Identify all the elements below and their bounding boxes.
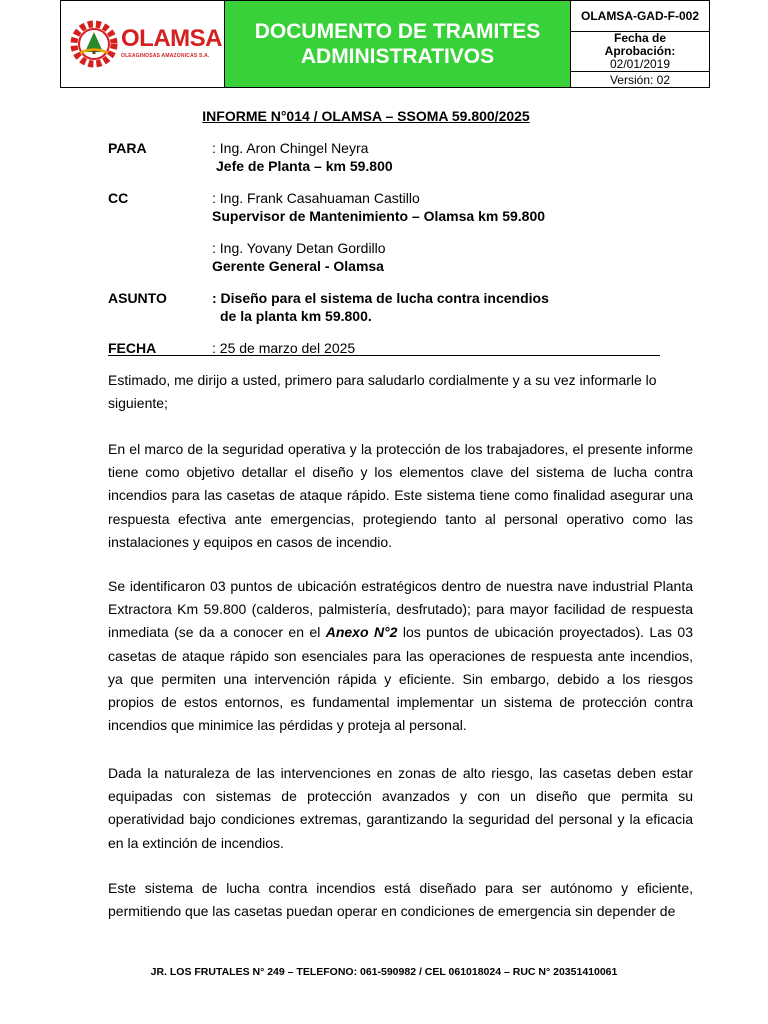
approval-date — [571, 32, 709, 72]
report-title: INFORME N°014 / OLAMSA – SSOMA 59.800/2025 — [202, 108, 530, 124]
logo-wordmark: OLAMSA — [121, 25, 222, 52]
asunto-line-1: : Diseño para el sistema de lucha contra incendios — [212, 290, 549, 306]
approval-date-value: 02/01/2019 — [609, 57, 671, 71]
fecha-value: : 25 de marzo del 2025 — [212, 340, 356, 356]
paragraph-conditions: Dada la naturaleza de las intervenciones en zonas de alto riesgo, las casetas deben estar equipadas con sistemas de protección avanzados y con un diseño que permita su operatividad bajo condiciones extremas, garantizando la seguridad del personal y la eficacia en la extinción de incendios. — [108, 765, 693, 851]
paragraph-locations — [108, 575, 693, 737]
para-name: : Ing. Aron Chingel Neyra — [212, 140, 369, 156]
title-line-1: DOCUMENTO DE TRAMITES — [254, 20, 541, 43]
document-version: Versión: 02 — [609, 72, 671, 87]
asunto-line-2: de la planta km 59.800. — [220, 308, 372, 324]
cc1-role: Supervisor de Mantenimiento – Olamsa km 59.800 — [212, 208, 546, 224]
approval-date-label-1: Fecha de — [613, 31, 667, 45]
document-code: OLAMSA-GAD-F-002 — [571, 1, 709, 32]
paragraph-locations-part-2: los puntos de ubicación proyectados). Las 03 casetas de ataque rápido son esenciales para las operaciones de respuesta ante incendios, ya que permiten una intervención rápida y eficiente. Sin embargo, debido a los riesgos propios de estos entornos, es fundamental implementar un sistema de protección contra incendios que minimice las pérdidas y proteja al personal. — [108, 624, 693, 734]
fecha-underline — [108, 355, 660, 356]
para-label: PARA — [108, 140, 147, 156]
asunto-label: ASUNTO — [108, 290, 167, 306]
paragraph-greeting: Estimado, me dirijo a usted, primero para saludarlo cordialmente y a su vez informarle lo siguiente; — [108, 372, 657, 412]
title-line-2: ADMINISTRATIVOS — [300, 45, 495, 68]
para-role: Jefe de Planta – km 59.800 — [216, 158, 393, 174]
fecha-label: FECHA — [108, 340, 157, 356]
document-meta — [571, 1, 709, 87]
document-header — [60, 0, 710, 88]
cc2-name: : Ing. Yovany Detan Gordillo — [212, 240, 386, 256]
cc2-role: Gerente General - Olamsa — [212, 258, 384, 274]
page-footer: JR. LOS FRUTALES N° 249 – TELEFONO: 061-590982 / CEL 061018024 – RUC N° 20351410061 — [150, 966, 618, 978]
document-type-title — [225, 1, 571, 87]
cc1-name: : Ing. Frank Casahuaman Castillo — [212, 190, 420, 206]
logo-subtitle: OLEAGINOSAS AMAZONICAS S.A. — [121, 53, 210, 59]
paragraph-system: Este sistema de lucha contra incendios está diseñado para ser autónomo y eficiente, permitiendo que las casetas puedan operar en condiciones de emergencia sin depender de — [108, 880, 693, 920]
annex-reference: Anexo N°2 — [325, 624, 398, 641]
approval-date-label-2: Aprobación: — [604, 44, 676, 58]
paragraph-intro: En el marco de la seguridad operativa y la protección de los trabajadores, el presente informe tiene como objetivo detallar el diseño y los elementos clave del sistema de lucha contra incendios para las casetas de ataque rápido. Este sistema tiene como finalidad asegurar una respuesta efectiva ante emergencias, protegiendo tanto al personal operativo como las instalaciones y equipos en casos de incendio. — [108, 441, 693, 550]
cc-label: CC — [108, 190, 129, 206]
paragraph-locations-part-1: Se identificaron 03 puntos de ubicación estratégicos dentro de nuestra nave industrial Planta Extractora Km 59.800 (calderos, palmistería, desfrutado); para mayor facilidad de respuesta inmediata (se da a conocer en el — [108, 578, 693, 641]
logo-cell — [61, 1, 225, 87]
